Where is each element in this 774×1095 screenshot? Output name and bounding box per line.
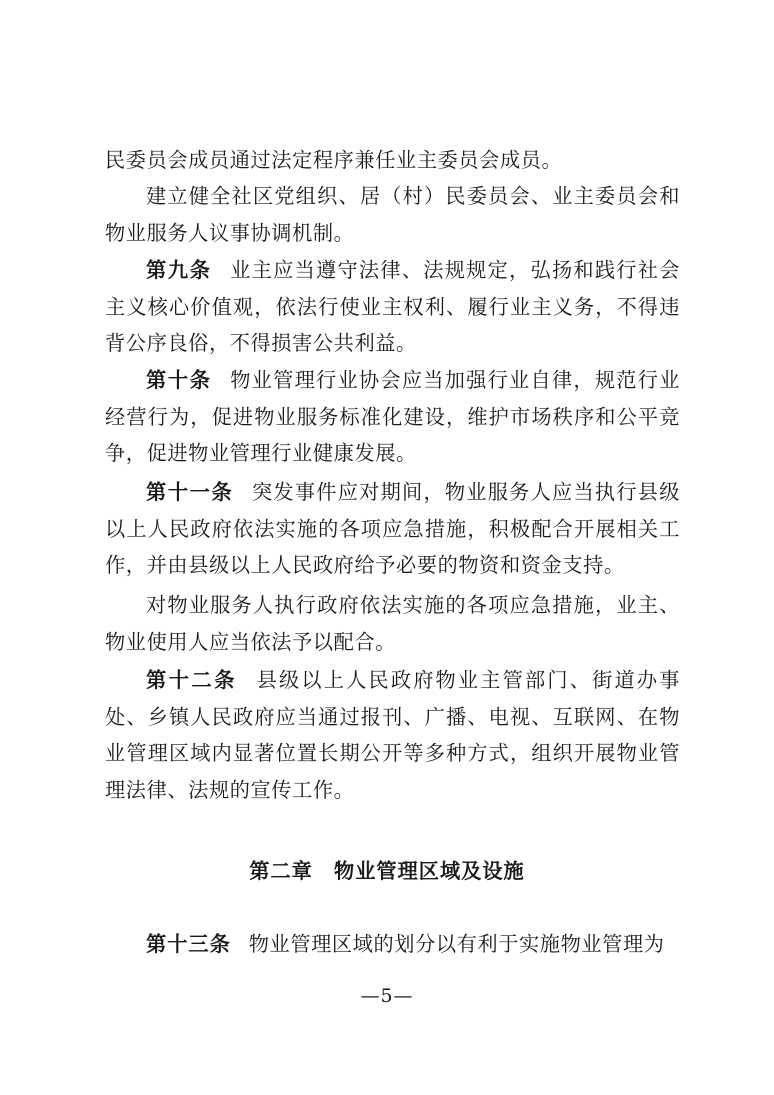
article-9 [105, 252, 680, 362]
article-heading: 第十条 [146, 368, 212, 392]
paragraph-cooperation [105, 587, 680, 660]
paragraph-text: 建立健全社区党组织、居（村）民委员会、业主委员会和物业服务人议事协调机制。 [105, 184, 680, 245]
paragraph-text: 对物业服务人执行政府依法实施的各项应急措施，业主、物业使用人应当依法予以配合。 [105, 593, 680, 654]
article-heading: 第九条 [146, 258, 212, 282]
paragraph-text: 物业管理区域的划分以有利于实施物业管理为 [248, 932, 665, 956]
paragraph-coordination [105, 178, 680, 251]
paragraph-text: 突发事件应对期间，物业服务人应当执行县级以上人民政府依法实施的各项应急措施，积极配合开展相关工作，并由县级以上人民政府给予必要的物资和资金支持。 [105, 480, 680, 577]
article-11 [105, 474, 680, 584]
chapter-title: 第二章 物业管理区域及设施 [249, 859, 525, 883]
article-13 [105, 926, 680, 963]
paragraph-text: 物业管理行业协会应当加强行业自律，规范行业经营行为，促进物业服务标准化建设，维护市场秩序和公平竞争，促进物业管理行业健康发展。 [105, 368, 680, 465]
article-heading: 第十二条 [146, 668, 238, 692]
paragraph-text: 民委员会成员通过法定程序兼任业主委员会成员。 [105, 148, 563, 172]
article-heading: 第十三条 [146, 932, 231, 956]
paragraph-text: 县级以上人民政府物业主管部门、街道办事处、乡镇人民政府应当通过报刊、广播、电视、互联网、在物业管理区域内显著位置长期公开等多种方式，组织开展物业管理法律、法规的宣传工作。 [105, 668, 680, 802]
article-12 [105, 662, 680, 808]
page-number: —5— [360, 985, 414, 1007]
paragraph-text: 业主应当遵守法律、法规规定，弘扬和践行社会主义核心价值观，依法行使业主权利、履行业主义务，不得违背公序良俗，不得损害公共利益。 [105, 258, 680, 355]
paragraph-continuation [105, 142, 680, 179]
article-heading: 第十一条 [146, 480, 234, 504]
article-10 [105, 362, 680, 472]
